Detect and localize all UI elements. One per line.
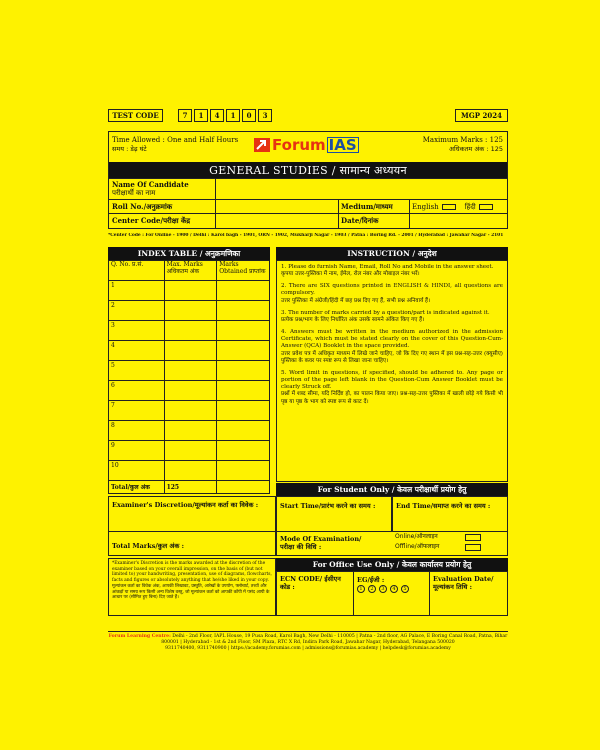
test-code-digit: 0: [242, 109, 256, 122]
end-time-box[interactable]: [392, 496, 508, 532]
time-allowed: [112, 136, 238, 154]
max-marks-cell: [164, 281, 217, 301]
question-number: 9: [109, 441, 165, 461]
total-obtained-cell[interactable]: [217, 481, 270, 494]
instruction-en: 5. Word limit in questions, if specified, should be adhered to. Any page or portion of the page left blank in the Question-Cum Answer Booklet must be clearly Struck off.: [281, 369, 503, 391]
exam-header-block: [108, 131, 508, 229]
question-number: 4: [109, 341, 165, 361]
examiner-note-hi: मूल्यांकन कर्ता का विवेक अंक, आपकी लिखावट, प्रस्तुति, आरेखों के उपयोग, फ्लोचार्ट, तथ्यों और आंकड़ों या समग्र रूप किसी अन्य विशेष वस्तु, जो मूल्यांकन कर्ता को आपकी कॉपी में पसंद आयी के आधार पर (सीमित हुए बिना) दिए जाते हैं।: [112, 583, 270, 601]
table-row: [109, 461, 270, 481]
question-number: 8: [109, 421, 165, 441]
medium-options: [412, 203, 493, 211]
index-table-title: INDEX TABLE / अनुक्रमणिका: [108, 247, 270, 260]
total-marks-box[interactable]: [108, 532, 276, 556]
online-label: Online/ऑनलाइन: [395, 533, 438, 540]
instructions-box: [276, 260, 508, 482]
question-number: 2: [109, 301, 165, 321]
index-table: [108, 260, 270, 494]
instructions-title: INSTRUCTION / अनुदेश: [276, 247, 508, 260]
table-row: [109, 341, 270, 361]
center-code-field[interactable]: [217, 215, 337, 227]
footer-address: [108, 634, 508, 646]
table-row: [109, 281, 270, 301]
forumias-logo: [254, 136, 359, 154]
instruction-hi: प्रत्येक प्रश्न/भाग के लिए निर्धारित अंक उसके सामने अंकित किए गए हैं।: [281, 316, 425, 323]
obtained-cell[interactable]: [217, 381, 270, 401]
roll-number-row: [109, 199, 507, 213]
col-marks-obtained: Marks Obtained प्राप्तांक: [217, 261, 270, 281]
footer: [108, 631, 508, 653]
paper-title: GENERAL STUDIES / सामान्य अध्ययन: [109, 162, 507, 178]
candidate-name-label-en: Name Of Candidate: [112, 180, 189, 189]
question-number: 3: [109, 321, 165, 341]
obtained-cell[interactable]: [217, 321, 270, 341]
mode-online-option: [395, 534, 438, 541]
question-number: 6: [109, 381, 165, 401]
eg-option-circle[interactable]: 4: [390, 585, 398, 593]
index-table-header: [109, 261, 270, 281]
footer-contacts: 9311740400, 9311740900 | https://academy.forumias.com | admissions@forumias.academy | helpdesk@forumias.academy: [165, 646, 451, 652]
eg-option-circle[interactable]: 2: [368, 585, 376, 593]
eg-option-circle[interactable]: 3: [379, 585, 387, 593]
start-time-label: Start Time/प्रारंभ करने का समय :: [280, 502, 376, 510]
time-allowed-hi: समय : डेढ़ घंटे: [112, 145, 147, 154]
question-number: 5: [109, 361, 165, 381]
offline-checkbox[interactable]: [465, 544, 481, 551]
max-marks-cell: [164, 321, 217, 341]
test-code-label: TEST CODE: [108, 109, 163, 122]
instruction-item: [281, 329, 503, 365]
center-codes-note: *Center Code : For Online - 1900 / Delhi : Karol bagh - 1901, ORN - 1902, Mukharji Nagar - 1903 / Patna : Boring Rd. - 2001 / Hyderabad : Jawahar Nagar - 2101: [108, 233, 504, 238]
examiner-discretion-box[interactable]: [108, 496, 276, 532]
center-code-label: Center Code/परीक्षा केंद्र: [112, 216, 191, 225]
candidate-name-field[interactable]: [217, 180, 505, 198]
time-allowed-en: Time Allowed : One and Half Hours: [112, 136, 239, 144]
logo-arrow-icon: [254, 138, 270, 152]
medium-label: Medium/माध्यम: [341, 202, 393, 211]
medium-english-checkbox[interactable]: [442, 204, 456, 210]
obtained-cell[interactable]: [217, 401, 270, 421]
table-row: [109, 321, 270, 341]
max-marks-cell: [164, 301, 217, 321]
obtained-cell[interactable]: [217, 301, 270, 321]
obtained-cell[interactable]: [217, 421, 270, 441]
instruction-hi: उत्तर पुस्तिका में अंग्रेजी/हिंदी में छह प्रश्न दिए गए हैं, सभी प्रश्न अनिवार्य हैं।: [281, 297, 431, 304]
test-code-digit: 7: [178, 109, 192, 122]
exam-mode-label: Mode Of Examination/ परीक्षा की विधि :: [280, 535, 362, 552]
max-marks-en: Maximum Marks : 125: [422, 136, 503, 144]
footer-brand: Forum Learning Centre:: [108, 634, 171, 639]
test-code-digit: 4: [210, 109, 224, 122]
instruction-hi: प्रश्नों में शब्द सीमा, यदि निर्दिष्ट हो, का पालन किया जाए। प्रश्न-सह-उत्तर पुस्तिका में खाली छोड़े गये किसी भी पृष्ठ या पृष्ठ के भाग को स्पष्ट रूप से काट दें।: [281, 391, 503, 405]
instruction-en: 3. The number of marks carried by a question/part is indicated against it.: [281, 309, 490, 316]
test-code-digit: 1: [194, 109, 208, 122]
date-label: Date/दिनांक: [341, 216, 379, 225]
table-row: [109, 361, 270, 381]
end-time-label: End Time/समाप्त करने का समय :: [396, 502, 491, 510]
roll-number-label: Roll No./अनुक्रमांक: [112, 202, 173, 211]
eg-label: EG/ईजी :: [357, 576, 385, 584]
max-marks-hi: अधिकतम अंक : 125: [449, 145, 503, 154]
instruction-item: [281, 264, 503, 278]
examiner-note: [108, 558, 276, 616]
max-marks-cell: [164, 441, 217, 461]
max-marks-cell: [164, 421, 217, 441]
office-section-title: For Office Use Only / केवल कार्यालय प्रयोग हेतु: [276, 558, 508, 571]
total-label: Total/कुल अंक: [109, 481, 165, 494]
medium-english-label: English: [412, 203, 439, 211]
candidate-name-row: [109, 178, 507, 199]
max-marks-cell: [164, 461, 217, 481]
center-code-row: [109, 213, 507, 228]
logo-text-forum: Forum: [272, 136, 326, 154]
table-row: [109, 301, 270, 321]
total-marks-label: Total Marks/कुल अंक :: [112, 542, 185, 550]
instruction-item: [281, 370, 503, 406]
obtained-cell[interactable]: [217, 461, 270, 481]
question-number: 10: [109, 461, 165, 481]
instruction-en: 4. Answers must be written in the medium authorized in the admission Certificate, which must be stated clearly on the cover of this Question-Cum-Answer (QCA) Booklet in the space provided.: [281, 329, 503, 350]
batch-code: MGP 2024: [455, 109, 508, 122]
medium-hindi-checkbox[interactable]: [479, 204, 493, 210]
table-row: [109, 441, 270, 461]
offline-label: Offline/ऑफलाइन: [395, 543, 440, 550]
medium-hindi-label: हिंदी: [464, 203, 476, 211]
eg-option-circle[interactable]: 5: [401, 585, 409, 593]
test-code-digit: 3: [258, 109, 272, 122]
logo-text-ias: IAS: [328, 136, 357, 154]
instruction-item: [281, 310, 503, 324]
max-marks-cell: [164, 341, 217, 361]
eg-options: [357, 585, 412, 593]
max-marks-cell: [164, 401, 217, 421]
max-marks-cell: [164, 361, 217, 381]
col-question-number: Q. No. प्र.सं.: [109, 261, 165, 281]
start-time-box[interactable]: [276, 496, 392, 532]
student-section-title: For Student Only / केवल परीक्षार्थी प्रयोग हेतु: [276, 483, 508, 496]
question-number: 1: [109, 281, 165, 301]
roll-number-field[interactable]: [217, 201, 337, 212]
maximum-marks: [423, 136, 503, 154]
ecn-code-label: ECN CODE/ ईसीएन कोड :: [280, 575, 341, 592]
total-max-marks: 125: [164, 481, 217, 494]
online-checkbox[interactable]: [465, 534, 481, 541]
instruction-en: 1. Please do furnish Name, Email, Roll No and Mobile in the answer sheet.: [281, 264, 494, 270]
instruction-en: 2. There are SIX questions printed in ENGLISH & HINDI, all questions are compulsory.: [281, 283, 503, 297]
instruction-item: [281, 283, 503, 304]
obtained-cell[interactable]: [217, 361, 270, 381]
examiner-discretion-label: Examiner's Discretion/मूल्यांकन कर्ता का विवेक :: [112, 501, 259, 509]
col-max-marks: Max. Marks अधिकतम अंक: [164, 261, 217, 281]
table-row: [109, 421, 270, 441]
obtained-cell[interactable]: [217, 441, 270, 461]
mode-offline-option: [395, 544, 439, 551]
test-code-row: [108, 109, 508, 122]
max-marks-cell: [164, 381, 217, 401]
table-row: [109, 381, 270, 401]
office-use-box: [276, 571, 508, 616]
candidate-name-label-hi: परीक्षार्थी का नाम: [112, 189, 156, 198]
test-code-digit: 1: [226, 109, 240, 122]
question-number: 7: [109, 401, 165, 421]
eg-option-circle[interactable]: 1: [357, 585, 365, 593]
footer-address-text: Delhi - 2nd Floor, IAPL House, 19 Pusa Road, Karol Bagh, New Delhi - 110005 | Patna - 2nd floor, AG Palace, E Boring Canal Road, Patna, Bihar 800001 | Hyderabad - 1st & 2nd Floor, SM Plaza, RTC X Rd, Indira Park Road, Jawahar Nagar, Hyderabad, Telangana 500020: [161, 634, 508, 646]
date-field[interactable]: [411, 215, 505, 227]
evaluation-date-label: Evaluation Date/ मूल्यांकन तिथि :: [433, 575, 494, 592]
instruction-hi: उत्तर प्रवेश पत्र में अधिकृत माध्यम में लिखे जाने चाहिए, जो कि दिए गए स्थान में इस प्रश्न-सह-उत्तर (क्यूसीए) पुस्तिका के कवर पर स्पष्ट रूप से लिखा जाना चाहिए।: [281, 350, 503, 364]
obtained-cell[interactable]: [217, 341, 270, 361]
exam-mode-box: [276, 532, 508, 556]
obtained-cell[interactable]: [217, 281, 270, 301]
candidate-name-label: [112, 181, 189, 197]
examiner-note-en: *Examiner's Discretion is the marks awarded at the discretion of the examiner based on your overall impression, on the basis of (but not limited to) your handwriting, presentation, use of diagrams, flowcharts, facts and figures or absolutely anything that he/she liked in your copy.: [112, 561, 272, 584]
table-row: [109, 401, 270, 421]
total-row: [109, 481, 270, 494]
instruction-hi: कृपया उत्तर-पुस्तिका में नाम, ईमेल, रोल नंबर और मोबाइल नंबर भरें।: [281, 271, 420, 278]
